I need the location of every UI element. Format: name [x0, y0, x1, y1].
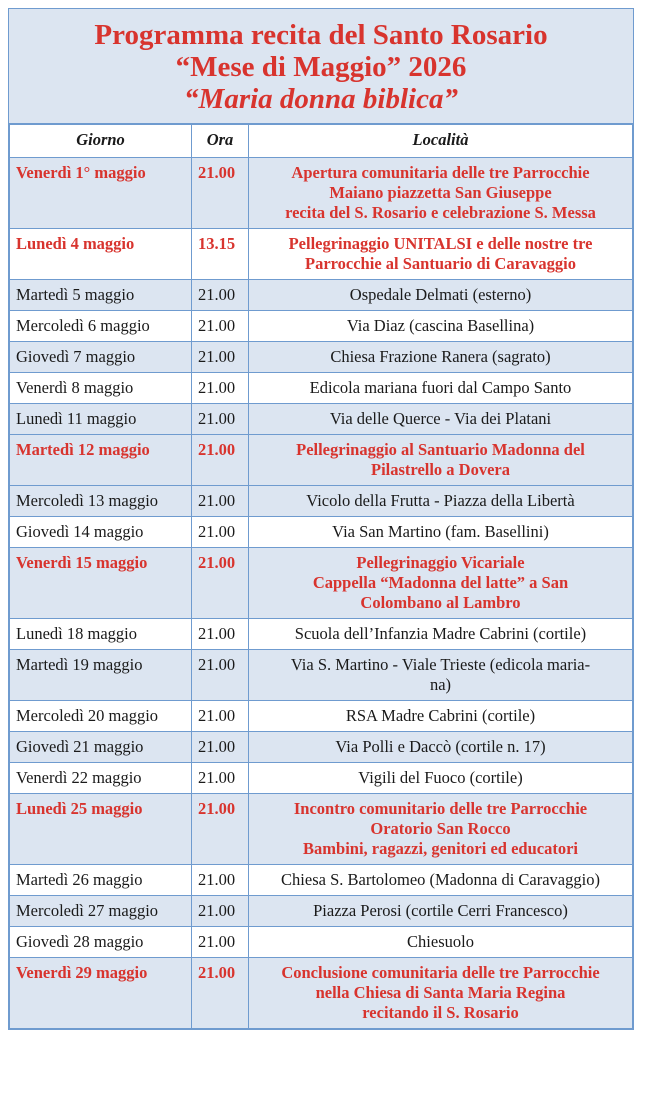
table-row	[10, 896, 633, 927]
row-time: 21.00	[192, 517, 249, 548]
table-row	[10, 229, 633, 280]
table-row	[10, 701, 633, 732]
table-row	[10, 158, 633, 229]
row-time: 21.00	[192, 958, 249, 1029]
table-header-row	[10, 125, 633, 158]
location-line: Via Diaz (cascina Basellina)	[346, 316, 535, 335]
row-location	[249, 794, 633, 865]
location-line: Maiano piazzetta San Giuseppe	[329, 183, 552, 202]
table-row	[10, 927, 633, 958]
row-location	[249, 486, 633, 517]
row-day: Giovedì 14 maggio	[10, 517, 192, 548]
location-line: Pellegrinaggio Vicariale	[356, 553, 525, 572]
location-line: Pilastrello a Dovera	[371, 460, 510, 479]
table-row	[10, 280, 633, 311]
table-row	[10, 794, 633, 865]
row-day: Martedì 19 maggio	[10, 650, 192, 701]
row-time: 21.00	[192, 650, 249, 701]
location-line: Edicola mariana fuori dal Campo Santo	[309, 378, 572, 397]
row-time: 21.00	[192, 435, 249, 486]
row-location	[249, 763, 633, 794]
location-line: Chiesuolo	[407, 932, 474, 951]
row-day: Venerdì 22 maggio	[10, 763, 192, 794]
location-line: Apertura comunitaria delle tre Parrocchie	[291, 163, 590, 182]
title-line-1: Programma recita del Santo Rosario	[94, 19, 548, 51]
row-time: 21.00	[192, 486, 249, 517]
location-line: Via Polli e Daccò (cortile n. 17)	[335, 737, 546, 756]
row-day: Lunedì 11 maggio	[10, 404, 192, 435]
location-line: Vicolo della Frutta - Piazza della Libertà	[306, 491, 575, 510]
row-time: 21.00	[192, 794, 249, 865]
location-line: Pellegrinaggio al Santuario Madonna del	[296, 440, 585, 459]
location-line: Pellegrinaggio UNITALSI e delle nostre tre	[288, 234, 593, 253]
row-day: Giovedì 7 maggio	[10, 342, 192, 373]
location-line: Chiesa S. Bartolomeo (Madonna di Caravaggio)	[281, 870, 600, 889]
row-day: Martedì 26 maggio	[10, 865, 192, 896]
row-location	[249, 927, 633, 958]
location-line: Parrocchie al Santuario di Caravaggio	[304, 254, 576, 273]
table-row	[10, 650, 633, 701]
row-location	[249, 650, 633, 701]
row-time: 21.00	[192, 280, 249, 311]
row-day: Lunedì 25 maggio	[10, 794, 192, 865]
row-time: 21.00	[192, 373, 249, 404]
location-line: Cappella “Madonna del latte” a San	[312, 573, 569, 592]
row-location	[249, 229, 633, 280]
location-line: na)	[429, 675, 452, 694]
location-line: RSA Madre Cabrini (cortile)	[345, 706, 536, 725]
row-time: 21.00	[192, 548, 249, 619]
row-time: 13.15	[192, 229, 249, 280]
table-row	[10, 404, 633, 435]
row-location	[249, 701, 633, 732]
location-line: Via San Martino (fam. Basellini)	[332, 522, 549, 541]
row-location	[249, 958, 633, 1029]
row-day: Giovedì 21 maggio	[10, 732, 192, 763]
location-line: recitando il S. Rosario	[362, 1003, 519, 1022]
row-day: Venerdì 1° maggio	[10, 158, 192, 229]
row-time: 21.00	[192, 896, 249, 927]
row-time: 21.00	[192, 404, 249, 435]
header-giorno: Giorno	[10, 125, 192, 158]
table-row	[10, 342, 633, 373]
title-line-2: “Mese di Maggio” 2026	[175, 51, 467, 83]
row-location	[249, 732, 633, 763]
schedule-header	[9, 9, 633, 124]
row-day: Mercoledì 13 maggio	[10, 486, 192, 517]
location-line: Oratorio San Rocco	[370, 819, 511, 838]
row-location	[249, 865, 633, 896]
location-line: nella Chiesa di Santa Maria Regina	[315, 983, 566, 1002]
location-line: Incontro comunitario delle tre Parrocchie	[293, 799, 588, 818]
row-day: Lunedì 18 maggio	[10, 619, 192, 650]
row-time: 21.00	[192, 619, 249, 650]
row-day: Martedì 5 maggio	[10, 280, 192, 311]
row-location	[249, 619, 633, 650]
rosary-schedule-sheet	[8, 8, 634, 1030]
row-location	[249, 435, 633, 486]
table-row	[10, 763, 633, 794]
table-row	[10, 435, 633, 486]
row-time: 21.00	[192, 927, 249, 958]
table-row	[10, 548, 633, 619]
location-line: Colombano al Lambro	[360, 593, 521, 612]
header-localita: Località	[249, 125, 633, 158]
row-day: Venerdì 29 maggio	[10, 958, 192, 1029]
row-day: Lunedì 4 maggio	[10, 229, 192, 280]
row-day: Giovedì 28 maggio	[10, 927, 192, 958]
location-line: Piazza Perosi (cortile Cerri Francesco)	[313, 901, 568, 920]
row-time: 21.00	[192, 732, 249, 763]
row-day: Venerdì 8 maggio	[10, 373, 192, 404]
row-time: 21.00	[192, 763, 249, 794]
location-line: Scuola dell’Infanzia Madre Cabrini (cortile)	[294, 624, 587, 643]
row-time: 21.00	[192, 311, 249, 342]
location-line: Via S. Martino - Viale Trieste (edicola maria-	[290, 655, 591, 674]
table-row	[10, 958, 633, 1029]
location-line: recita del S. Rosario e celebrazione S. Messa	[285, 203, 596, 222]
table-row	[10, 517, 633, 548]
location-line: Conclusione comunitaria delle tre Parrocchie	[281, 963, 600, 982]
row-location	[249, 517, 633, 548]
row-time: 21.00	[192, 158, 249, 229]
row-day: Martedì 12 maggio	[10, 435, 192, 486]
row-location	[249, 373, 633, 404]
table-row	[10, 311, 633, 342]
row-location	[249, 280, 633, 311]
table-row	[10, 373, 633, 404]
location-line: Chiesa Frazione Ranera (sagrato)	[330, 347, 551, 366]
row-time: 21.00	[192, 865, 249, 896]
row-location	[249, 404, 633, 435]
row-day: Mercoledì 27 maggio	[10, 896, 192, 927]
title-line-3: “Maria donna biblica”	[184, 83, 458, 115]
header-ora: Ora	[192, 125, 249, 158]
row-location	[249, 342, 633, 373]
row-time: 21.00	[192, 701, 249, 732]
location-line: Via delle Querce - Via dei Platani	[329, 409, 552, 428]
table-row	[10, 732, 633, 763]
row-day: Venerdì 15 maggio	[10, 548, 192, 619]
table-row	[10, 619, 633, 650]
row-location	[249, 158, 633, 229]
table-row	[10, 865, 633, 896]
row-day: Mercoledì 6 maggio	[10, 311, 192, 342]
location-line: Vigili del Fuoco (cortile)	[358, 768, 523, 787]
schedule-table	[9, 124, 633, 1029]
row-time: 21.00	[192, 342, 249, 373]
location-line: Ospedale Delmati (esterno)	[349, 285, 532, 304]
row-location	[249, 548, 633, 619]
row-location	[249, 896, 633, 927]
row-day: Mercoledì 20 maggio	[10, 701, 192, 732]
table-row	[10, 486, 633, 517]
row-location	[249, 311, 633, 342]
location-line: Bambini, ragazzi, genitori ed educatori	[303, 839, 578, 858]
